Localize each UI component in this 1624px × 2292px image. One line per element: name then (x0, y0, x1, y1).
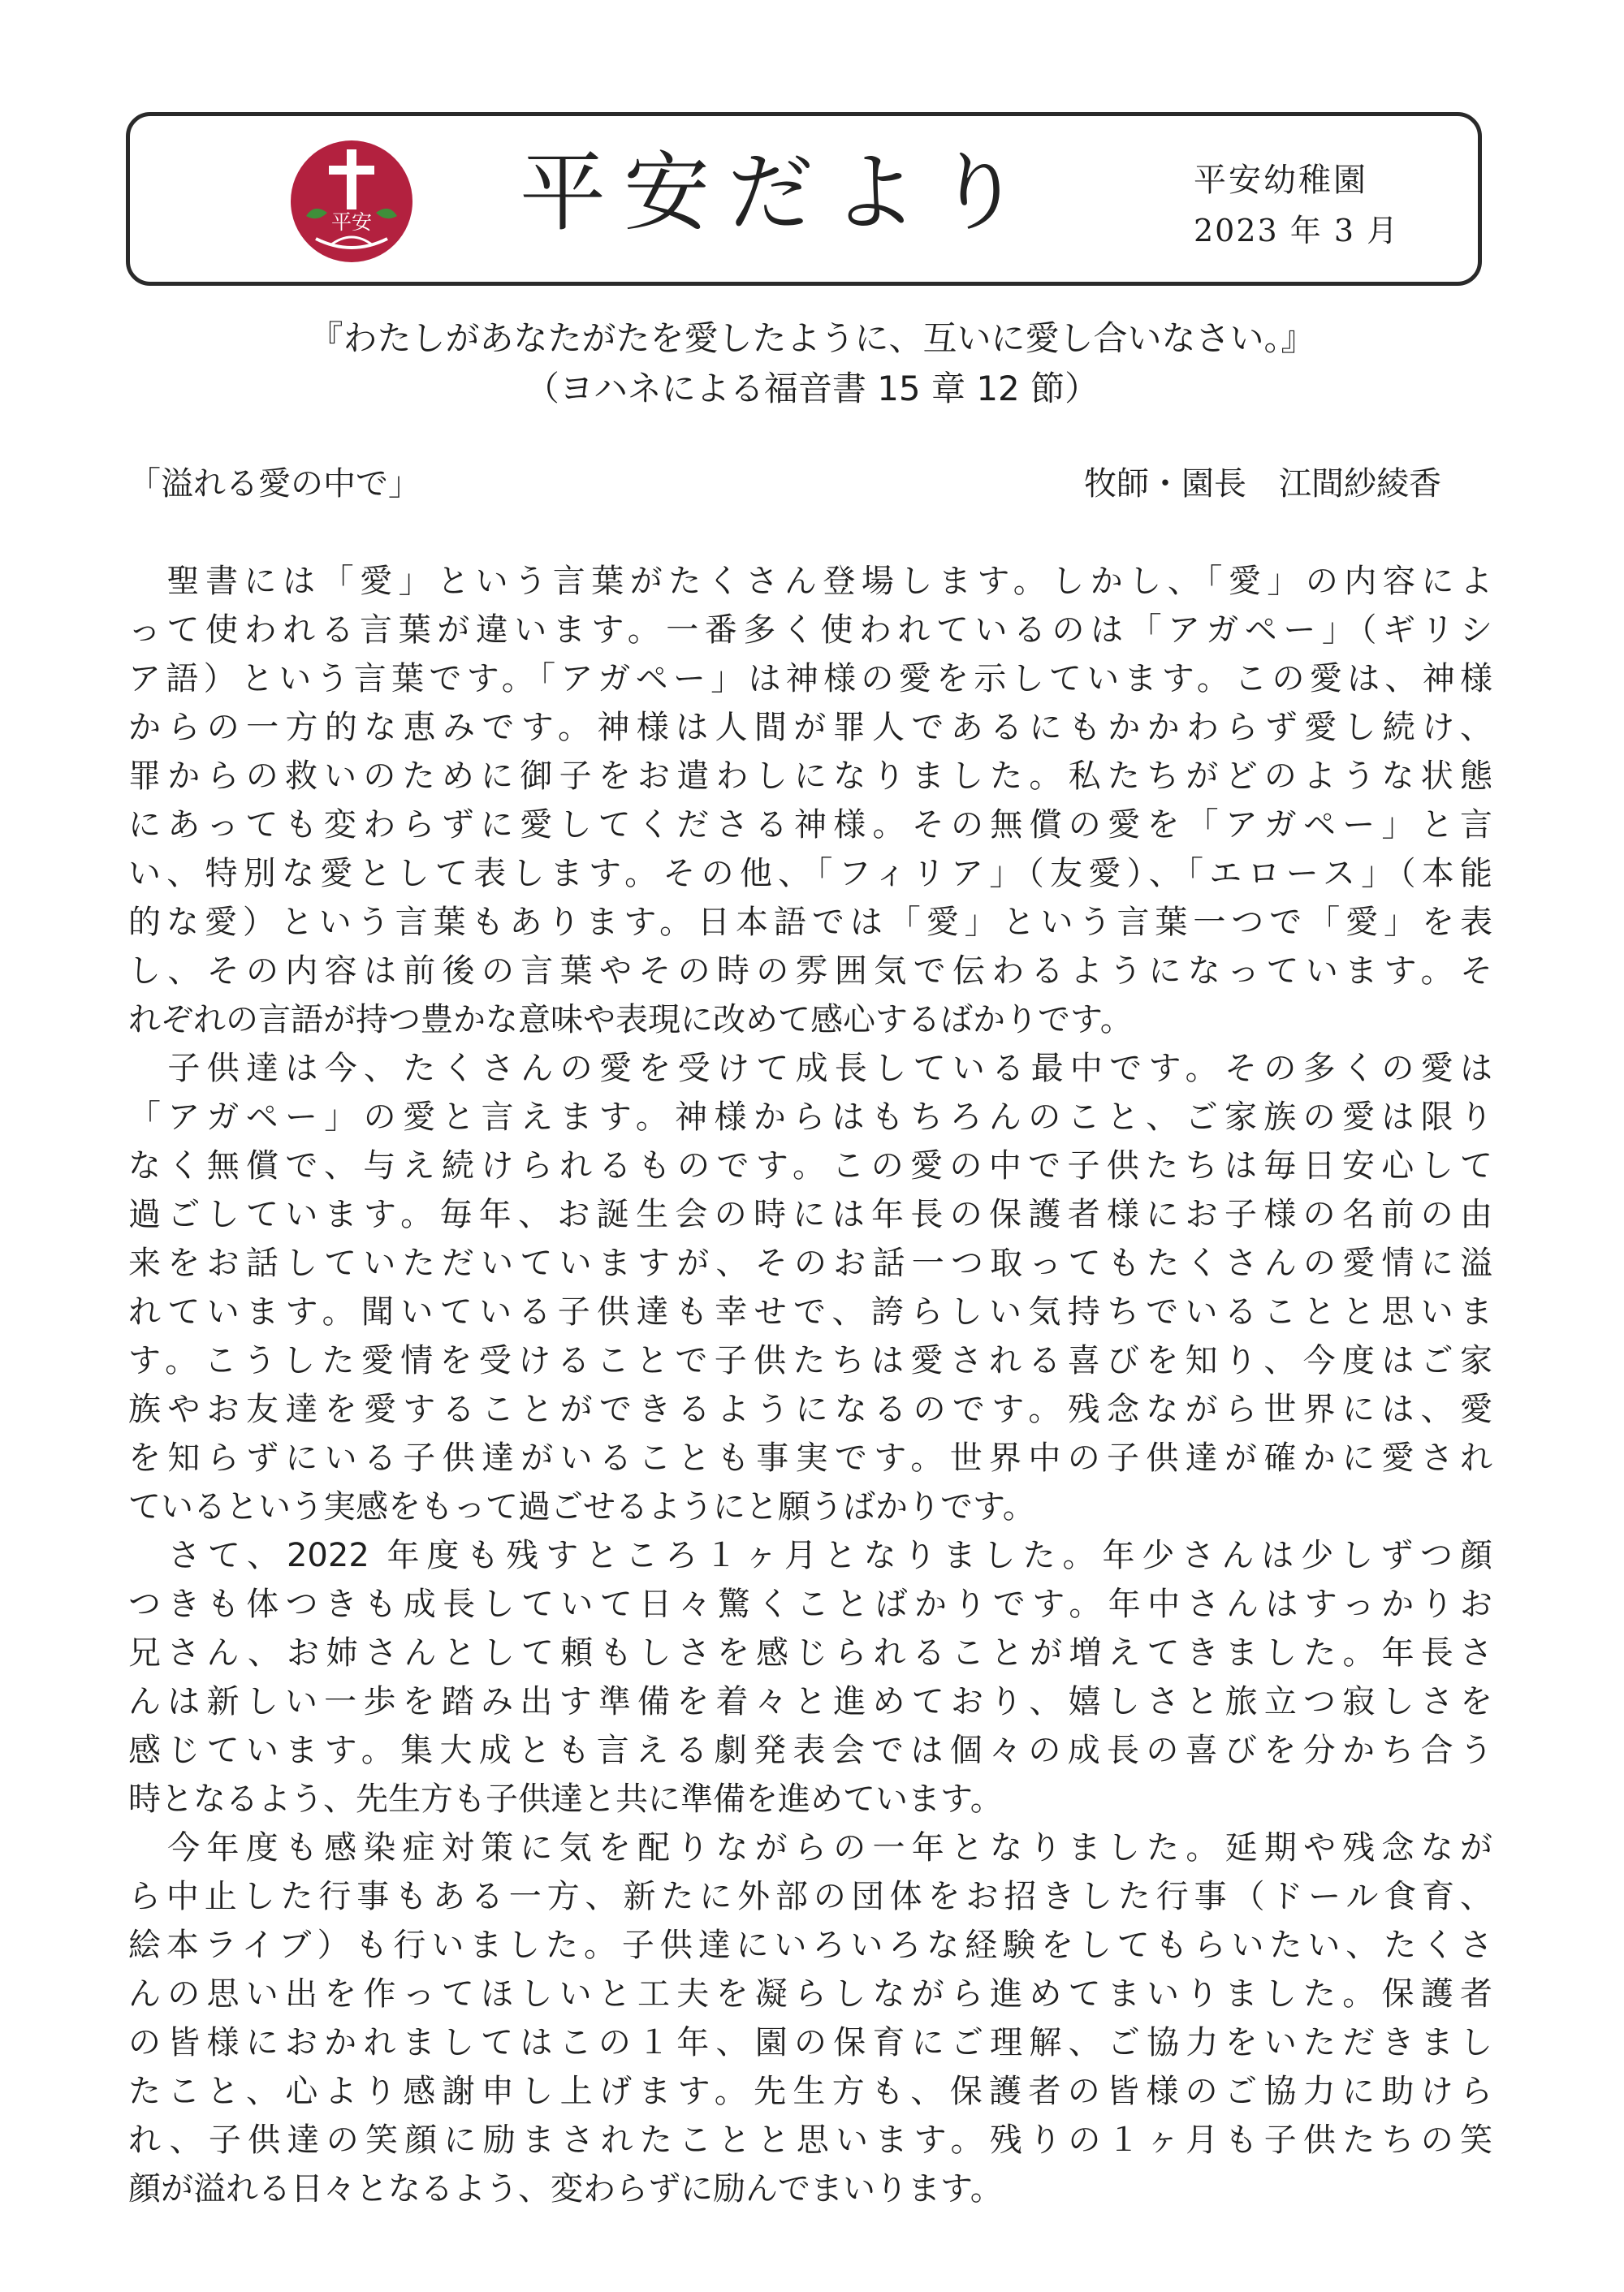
body-text-line: 顔が溢れる日々となるよう、変わらずに励んでまいります。 (128, 2170, 1003, 2208)
body-text-line: 過ごしています。毎年、お誕生会の時には年長の保護者様にお子様の名前の由 (128, 1196, 1492, 1233)
body-text-line: 感じています。集大成とも言える劇発表会では個々の成長の喜びを分かち合う (128, 1732, 1492, 1769)
school-name: 平安幼稚園 (1194, 162, 1368, 199)
body-text-line: 聖書には「愛」という言葉がたくさん登場します。しかし、「愛」の内容によ (128, 563, 1492, 600)
body-text-line: たこと、心より感謝申し上げます。先生方も、保護者の皆様のご協力に助けら (128, 2073, 1492, 2110)
logo-text: 平安 (330, 210, 373, 234)
body-text-line: 「アガペー」の愛と言えます。神様からはもちろんのこと、ご家族の愛は限り (128, 1099, 1492, 1136)
body-text-line: 的な愛）という言葉もあります。日本語では「愛」という言葉一つで「愛」を表 (128, 904, 1492, 941)
body-text-line: れ、子供達の笑顔に励まされたことと思います。残りの１ヶ月も子供たちの笑 (128, 2122, 1492, 2159)
body-text-line: つきも体つきも成長していて日々驚くことばかりです。年中さんはすっかりお (128, 1586, 1492, 1623)
body-text-line: なく無償で、与え続けられるものです。この愛の中で子供たちは毎日安心して (128, 1147, 1492, 1185)
body-text-line: 族やお友達を愛することができるようになるのです。残念ながら世界には、愛 (128, 1391, 1492, 1428)
body-text-line: の皆様におかれましてはこの１年、園の保育にご理解、ご協力をいただきまし (128, 2024, 1492, 2061)
issue-date: 2023 年 3 月 (1194, 213, 1400, 248)
body-text-line: を知らずにいる子供達がいることも事実です。世界中の子供達が確かに愛され (128, 1440, 1492, 1477)
kindergarten-logo (288, 138, 415, 265)
body-text-line: ているという実感をもって過ごせるようにと願うばかりです。 (128, 1488, 1035, 1526)
article-body (128, 557, 1492, 2213)
body-text-line: 兄さん、お姉さんとして頼もしさを感じられることが増えてきました。年長さ (128, 1634, 1492, 1672)
newsletter-title: 平安だより (520, 143, 1039, 243)
body-text-line: ア語）という言葉です。「アガペー」は神様の愛を示しています。この愛は、神様 (128, 660, 1492, 697)
body-text-line: れぞれの言語が持つ豊かな意味や表現に改めて感心するばかりです。 (128, 1001, 1133, 1038)
body-text-line: からの一方的な恵みです。神様は人間が罪人であるにもかかわらず愛し続け、 (128, 709, 1492, 746)
body-text-line: って使われる言葉が違います。一番多く使われているのは「アガペー」（ギリシ (128, 611, 1492, 649)
body-text-line: れています。聞いている子供達も幸せで、誇らしい気持ちでいることと思いま (128, 1293, 1492, 1331)
bible-verse-reference: （ヨハネによる福音書 15 章 12 節） (525, 369, 1099, 408)
article-title: 「溢れる愛の中で」 (128, 465, 421, 503)
body-text-line: んの思い出を作ってほしいと工夫を凝らしながら進めてまいりました。保護者 (128, 1975, 1492, 2013)
body-text-line: さて、2022 年度も残すところ１ヶ月となりました。年少さんは少しずつ顔 (128, 1537, 1492, 1574)
body-text-line: んは新しい一歩を踏み出す準備を着々と進めており、嬉しさと旅立つ寂しさを (128, 1683, 1492, 1720)
body-text-line: ら中止した行事もある一方、新たに外部の団体をお招きした行事（ドール食育、 (128, 1878, 1492, 1915)
body-text-line: 罪からの救いのために御子をお遣わしになりました。私たちがどのような状態 (128, 758, 1492, 795)
body-text-line: 来をお話していただいていますが、そのお話一つ取ってもたくさんの愛情に溢 (128, 1245, 1492, 1282)
body-text-line: にあっても変わらずに愛してくださる神様。その無償の愛を「アガペー」と言 (128, 806, 1492, 844)
body-text-line: し、その内容は前後の言葉やその時の雰囲気で伝わるようになっています。そ (128, 952, 1492, 990)
cross-leaf-seal-icon (288, 138, 415, 265)
article-author: 牧師・園長 江間紗綾香 (1084, 465, 1441, 503)
body-text-line: す。こうした愛情を受けることで子供たちは愛される喜びを知り、今度はご家 (128, 1342, 1492, 1379)
bible-verse: 『わたしがあなたがたを愛したように、互いに愛し合いなさい。』 (309, 318, 1315, 358)
body-text-line: 時となるよう、先生方も子供達と共に準備を進めています。 (128, 1781, 1003, 1818)
body-text-line: 子供達は今、たくさんの愛を受けて成長している最中です。その多くの愛は (128, 1050, 1492, 1087)
body-text-line: 絵本ライブ）も行いました。子供達にいろいろな経験をしてもらいたい、たくさ (128, 1927, 1492, 1964)
body-text-line: い、特別な愛として表します。その他、「フィリア」（友愛）、「エロース」（本能 (128, 855, 1492, 892)
body-text-line: 今年度も感染症対策に気を配りながらの一年となりました。延期や残念なが (128, 1829, 1492, 1867)
